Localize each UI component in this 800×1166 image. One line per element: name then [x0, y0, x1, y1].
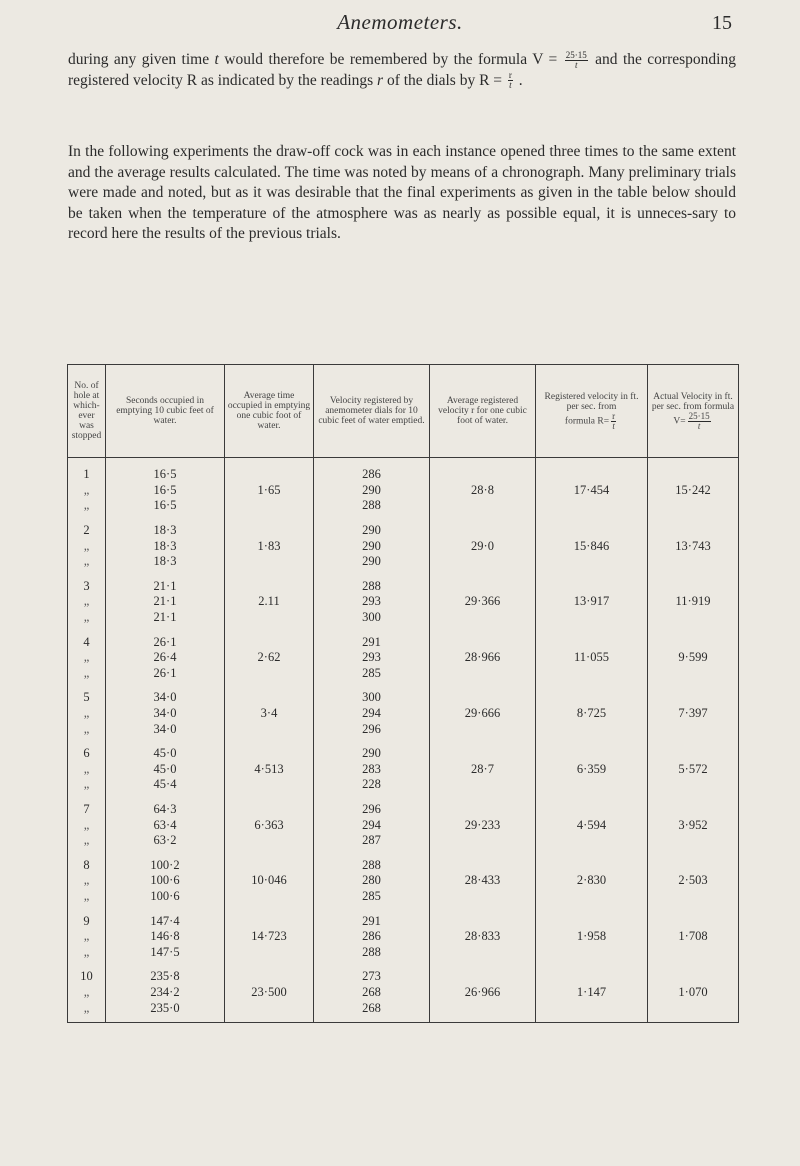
cell-actual-velocity	[648, 554, 739, 570]
cell-hole: „	[68, 594, 106, 610]
cell-velocity: 280	[314, 873, 430, 889]
cell-velocity: 290	[314, 483, 430, 499]
formula-v-numerator: 25·15	[565, 49, 587, 60]
cell-seconds: 100·6	[106, 873, 225, 889]
cell-average-velocity: 28·833	[430, 929, 536, 945]
formula-r-fraction	[508, 71, 513, 90]
cell-registered-velocity	[536, 793, 648, 818]
cell-hole: 2	[68, 514, 106, 539]
cell-registered-velocity: 4·594	[536, 817, 648, 833]
table-row	[68, 514, 739, 539]
cell-actual-velocity	[648, 1000, 739, 1022]
cell-hole: 9	[68, 904, 106, 929]
cell-average-velocity	[430, 625, 536, 650]
cell-velocity: 268	[314, 1000, 430, 1022]
cell-seconds: 146·8	[106, 929, 225, 945]
cell-seconds: 64·3	[106, 793, 225, 818]
cell-seconds: 26·1	[106, 666, 225, 682]
table-row	[68, 737, 739, 762]
cell-average-velocity	[430, 777, 536, 793]
cell-average-velocity: 28·7	[430, 762, 536, 778]
cell-registered-velocity	[536, 904, 648, 929]
cell-actual-velocity: 1·708	[648, 929, 739, 945]
cell-seconds: 26·1	[106, 625, 225, 650]
table-row	[68, 483, 739, 499]
cell-velocity: 283	[314, 762, 430, 778]
cell-seconds: 34·0	[106, 721, 225, 737]
cell-registered-velocity	[536, 681, 648, 706]
cell-seconds: 21·1	[106, 610, 225, 626]
table-row	[68, 817, 739, 833]
cell-registered-velocity	[536, 833, 648, 849]
cell-velocity: 285	[314, 889, 430, 905]
formula-r-denominator: t	[509, 80, 512, 91]
header-actual-fraction	[688, 412, 711, 431]
cell-actual-velocity: 5·572	[648, 762, 739, 778]
cell-actual-velocity	[648, 889, 739, 905]
cell-hole: 8	[68, 848, 106, 873]
cell-average-velocity	[430, 721, 536, 737]
cell-velocity: 296	[314, 721, 430, 737]
table-row	[68, 610, 739, 626]
cell-average-time	[225, 666, 314, 682]
cell-actual-velocity: 1·070	[648, 985, 739, 1001]
running-header-title: Anemometers.	[337, 10, 463, 34]
cell-velocity: 287	[314, 833, 430, 849]
cell-registered-velocity	[536, 554, 648, 570]
header-actual-velocity	[648, 365, 739, 458]
cell-registered-velocity	[536, 570, 648, 595]
paragraph-formula-text-e: .	[514, 71, 523, 89]
cell-average-time	[225, 514, 314, 539]
header-seconds: Seconds occupied in emptying 10 cubic feet of water.	[106, 365, 225, 458]
cell-seconds: 16·5	[106, 458, 225, 483]
cell-average-velocity	[430, 458, 536, 483]
formula-v-fraction	[565, 51, 588, 70]
cell-average-time: 23·500	[225, 985, 314, 1001]
cell-actual-velocity	[648, 666, 739, 682]
cell-actual-velocity	[648, 625, 739, 650]
paragraph-experiments: In the following experiments the draw-off cock was in each instance opened three times to the same extent and the average results calculated. The time was noted by means of a chronograph. Many preliminary trials were made and noted, but as it was desirable that the final experiments as given in the table below should be taken when the temperature of the atmosphere was as nearly as possible equal, it is unneces-sary to record here the results of the previous trials.	[68, 143, 736, 242]
cell-average-time	[225, 610, 314, 626]
cell-registered-velocity: 8·725	[536, 706, 648, 722]
cell-average-velocity	[430, 514, 536, 539]
table-row	[68, 1000, 739, 1022]
cell-average-time	[225, 625, 314, 650]
cell-average-time	[225, 554, 314, 570]
cell-registered-velocity	[536, 514, 648, 539]
cell-hole: 3	[68, 570, 106, 595]
cell-actual-velocity: 11·919	[648, 594, 739, 610]
cell-actual-velocity	[648, 610, 739, 626]
cell-hole: „	[68, 483, 106, 499]
cell-registered-velocity: 17·454	[536, 483, 648, 499]
cell-registered-velocity: 2·830	[536, 873, 648, 889]
cell-average-velocity	[430, 960, 536, 985]
cell-average-time	[225, 570, 314, 595]
header-actual-velocity-text: Actual Velocity in ft. per sec. from formula	[651, 391, 735, 412]
cell-registered-velocity	[536, 458, 648, 483]
cell-hole: „	[68, 721, 106, 737]
cell-seconds: 100·2	[106, 848, 225, 873]
cell-actual-velocity: 9·599	[648, 650, 739, 666]
cell-registered-velocity: 13·917	[536, 594, 648, 610]
cell-actual-velocity	[648, 458, 739, 483]
cell-actual-velocity	[648, 777, 739, 793]
cell-hole: „	[68, 817, 106, 833]
cell-hole: „	[68, 985, 106, 1001]
cell-actual-velocity: 7·397	[648, 706, 739, 722]
cell-actual-velocity: 3·952	[648, 817, 739, 833]
cell-seconds: 100·6	[106, 889, 225, 905]
cell-actual-velocity	[648, 721, 739, 737]
cell-hole: „	[68, 666, 106, 682]
formula-r-numerator: r	[508, 70, 512, 81]
cell-velocity: 294	[314, 706, 430, 722]
cell-hole: „	[68, 706, 106, 722]
cell-velocity: 228	[314, 777, 430, 793]
cell-average-velocity	[430, 737, 536, 762]
table-body	[68, 458, 739, 1023]
header-registered-fraction	[611, 412, 616, 431]
table-row	[68, 777, 739, 793]
cell-hole: „	[68, 944, 106, 960]
cell-hole: „	[68, 1000, 106, 1022]
cell-average-velocity: 29·0	[430, 538, 536, 554]
cell-seconds: 18·3	[106, 514, 225, 539]
table-header-row	[68, 365, 739, 458]
cell-registered-velocity	[536, 610, 648, 626]
cell-velocity: 288	[314, 944, 430, 960]
table-row	[68, 985, 739, 1001]
header-registered-formula: formula R=	[564, 416, 610, 427]
cell-actual-velocity	[648, 960, 739, 985]
cell-velocity: 291	[314, 904, 430, 929]
cell-seconds: 45·4	[106, 777, 225, 793]
cell-actual-velocity	[648, 570, 739, 595]
cell-seconds: 16·5	[106, 483, 225, 499]
cell-registered-velocity: 15·846	[536, 538, 648, 554]
cell-average-velocity: 29·666	[430, 706, 536, 722]
cell-registered-velocity	[536, 889, 648, 905]
cell-seconds: 45·0	[106, 762, 225, 778]
cell-seconds: 63·2	[106, 833, 225, 849]
cell-average-velocity	[430, 666, 536, 682]
cell-hole: 5	[68, 681, 106, 706]
header-actual-numerator: 25·15	[688, 410, 710, 421]
cell-registered-velocity	[536, 960, 648, 985]
cell-velocity: 296	[314, 793, 430, 818]
paragraph-formula-text-d: of the dials by R =	[383, 71, 506, 89]
cell-average-time: 6·363	[225, 817, 314, 833]
cell-actual-velocity	[648, 848, 739, 873]
table-row	[68, 681, 739, 706]
cell-average-time	[225, 889, 314, 905]
table-row	[68, 570, 739, 595]
experiment-table	[67, 364, 739, 1023]
header-registered-velocity-text: Registered velocity in ft. per sec. from	[544, 391, 639, 412]
cell-average-velocity	[430, 554, 536, 570]
cell-velocity: 288	[314, 570, 430, 595]
paragraph-formula-text-a: during any given time	[68, 51, 215, 68]
cell-hole: „	[68, 610, 106, 626]
cell-velocity: 290	[314, 737, 430, 762]
cell-hole: „	[68, 538, 106, 554]
cell-average-velocity	[430, 833, 536, 849]
cell-average-time	[225, 848, 314, 873]
cell-registered-velocity	[536, 848, 648, 873]
cell-average-velocity: 29·366	[430, 594, 536, 610]
cell-average-velocity	[430, 610, 536, 626]
table-row	[68, 904, 739, 929]
cell-hole: „	[68, 777, 106, 793]
cell-hole: 4	[68, 625, 106, 650]
cell-velocity: 290	[314, 538, 430, 554]
paragraph-formula-text-b: would therefore be remembered by the formula V =	[218, 51, 563, 68]
cell-actual-velocity: 13·743	[648, 538, 739, 554]
header-average-velocity: Average registered velocity r for one cubic foot of water.	[430, 365, 536, 458]
cell-hole: „	[68, 873, 106, 889]
cell-velocity: 273	[314, 960, 430, 985]
cell-actual-velocity	[648, 944, 739, 960]
cell-hole: „	[68, 889, 106, 905]
cell-seconds: 26·4	[106, 650, 225, 666]
cell-registered-velocity: 1·958	[536, 929, 648, 945]
cell-registered-velocity: 1·147	[536, 985, 648, 1001]
header-registered-velocity	[536, 365, 648, 458]
cell-average-velocity	[430, 570, 536, 595]
cell-average-time: 3·4	[225, 706, 314, 722]
header-hole: No. of hole at which-ever was stopped	[68, 365, 106, 458]
table-row	[68, 721, 739, 737]
cell-hole: „	[68, 929, 106, 945]
cell-velocity: 290	[314, 514, 430, 539]
cell-seconds: 234·2	[106, 985, 225, 1001]
cell-registered-velocity	[536, 625, 648, 650]
cell-hole: 1	[68, 458, 106, 483]
cell-actual-velocity	[648, 681, 739, 706]
cell-seconds: 21·1	[106, 594, 225, 610]
header-registered-numerator: r	[612, 410, 616, 421]
cell-average-velocity: 29·233	[430, 817, 536, 833]
cell-velocity: 290	[314, 554, 430, 570]
cell-hole: 6	[68, 737, 106, 762]
paragraph-formula-text-c: and the corresponding registered velocity R as indicated by the readings	[68, 51, 736, 89]
cell-average-time: 2.11	[225, 594, 314, 610]
cell-actual-velocity	[648, 514, 739, 539]
cell-average-time: 1·65	[225, 483, 314, 499]
cell-average-time	[225, 498, 314, 514]
table-row	[68, 554, 739, 570]
table-row	[68, 538, 739, 554]
cell-seconds: 18·3	[106, 538, 225, 554]
cell-average-velocity	[430, 1000, 536, 1022]
cell-actual-velocity: 2·503	[648, 873, 739, 889]
cell-registered-velocity	[536, 944, 648, 960]
cell-average-velocity	[430, 681, 536, 706]
table-row	[68, 944, 739, 960]
cell-velocity: 286	[314, 929, 430, 945]
paragraph-formula	[68, 50, 736, 91]
cell-seconds: 16·5	[106, 498, 225, 514]
table-row	[68, 650, 739, 666]
cell-average-time	[225, 960, 314, 985]
cell-average-time	[225, 944, 314, 960]
cell-velocity: 293	[314, 594, 430, 610]
table-row	[68, 960, 739, 985]
cell-seconds: 147·5	[106, 944, 225, 960]
cell-average-velocity: 26·966	[430, 985, 536, 1001]
cell-velocity: 288	[314, 848, 430, 873]
cell-seconds: 34·0	[106, 681, 225, 706]
cell-registered-velocity: 11·055	[536, 650, 648, 666]
cell-actual-velocity	[648, 833, 739, 849]
cell-seconds: 147·4	[106, 904, 225, 929]
cell-average-time: 14·723	[225, 929, 314, 945]
cell-actual-velocity: 15·242	[648, 483, 739, 499]
cell-velocity: 300	[314, 681, 430, 706]
cell-actual-velocity	[648, 793, 739, 818]
cell-average-time	[225, 904, 314, 929]
header-actual-denominator: t	[697, 420, 701, 431]
cell-average-velocity	[430, 944, 536, 960]
table-row	[68, 762, 739, 778]
cell-average-velocity: 28·8	[430, 483, 536, 499]
table-row	[68, 873, 739, 889]
table-row	[68, 625, 739, 650]
cell-average-velocity	[430, 904, 536, 929]
table-row	[68, 929, 739, 945]
cell-registered-velocity	[536, 498, 648, 514]
table-row	[68, 458, 739, 483]
cell-average-time	[225, 458, 314, 483]
cell-average-velocity	[430, 889, 536, 905]
page-number: 15	[712, 12, 732, 34]
variable-t: t	[214, 51, 219, 68]
cell-hole: „	[68, 554, 106, 570]
cell-seconds: 45·0	[106, 737, 225, 762]
table-row	[68, 793, 739, 818]
cell-registered-velocity	[536, 721, 648, 737]
cell-velocity: 294	[314, 817, 430, 833]
cell-registered-velocity	[536, 777, 648, 793]
cell-hole: „	[68, 498, 106, 514]
cell-average-time	[225, 681, 314, 706]
cell-hole: „	[68, 762, 106, 778]
cell-seconds: 235·0	[106, 1000, 225, 1022]
cell-velocity: 286	[314, 458, 430, 483]
cell-registered-velocity: 6·359	[536, 762, 648, 778]
cell-seconds: 18·3	[106, 554, 225, 570]
header-registered-denominator: t	[612, 420, 615, 431]
cell-actual-velocity	[648, 904, 739, 929]
cell-average-time	[225, 793, 314, 818]
cell-average-time	[225, 737, 314, 762]
cell-registered-velocity	[536, 1000, 648, 1022]
cell-velocity: 288	[314, 498, 430, 514]
cell-average-time	[225, 1000, 314, 1022]
cell-average-velocity: 28·433	[430, 873, 536, 889]
cell-actual-velocity	[648, 737, 739, 762]
cell-average-time: 10·046	[225, 873, 314, 889]
table-row	[68, 833, 739, 849]
header-actual-formula: V=	[673, 416, 686, 427]
cell-average-time	[225, 721, 314, 737]
cell-velocity: 291	[314, 625, 430, 650]
cell-average-time	[225, 833, 314, 849]
cell-average-time: 1·83	[225, 538, 314, 554]
cell-seconds: 235·8	[106, 960, 225, 985]
table-row	[68, 498, 739, 514]
cell-velocity: 293	[314, 650, 430, 666]
cell-average-velocity	[430, 498, 536, 514]
cell-hole: 10	[68, 960, 106, 985]
cell-velocity: 300	[314, 610, 430, 626]
cell-average-time	[225, 777, 314, 793]
formula-v-denominator: t	[574, 59, 578, 70]
cell-hole: „	[68, 650, 106, 666]
cell-seconds: 63·4	[106, 817, 225, 833]
cell-registered-velocity	[536, 737, 648, 762]
variable-r: r	[377, 71, 384, 89]
cell-average-time: 4·513	[225, 762, 314, 778]
header-average-time: Average time occupied in emptying one cubic foot of water.	[225, 365, 314, 458]
header-velocity: Velocity registered by anemometer dials for 10 cubic feet of water emptied.	[314, 365, 430, 458]
table-row	[68, 706, 739, 722]
cell-actual-velocity	[648, 498, 739, 514]
cell-average-velocity: 28·966	[430, 650, 536, 666]
cell-average-velocity	[430, 848, 536, 873]
table-row	[68, 594, 739, 610]
cell-seconds: 21·1	[106, 570, 225, 595]
table-row	[68, 889, 739, 905]
cell-average-time: 2·62	[225, 650, 314, 666]
table-row	[68, 666, 739, 682]
table-row	[68, 848, 739, 873]
cell-seconds: 34·0	[106, 706, 225, 722]
cell-velocity: 268	[314, 985, 430, 1001]
cell-hole: 7	[68, 793, 106, 818]
cell-velocity: 285	[314, 666, 430, 682]
cell-registered-velocity	[536, 666, 648, 682]
cell-average-velocity	[430, 793, 536, 818]
cell-hole: „	[68, 833, 106, 849]
